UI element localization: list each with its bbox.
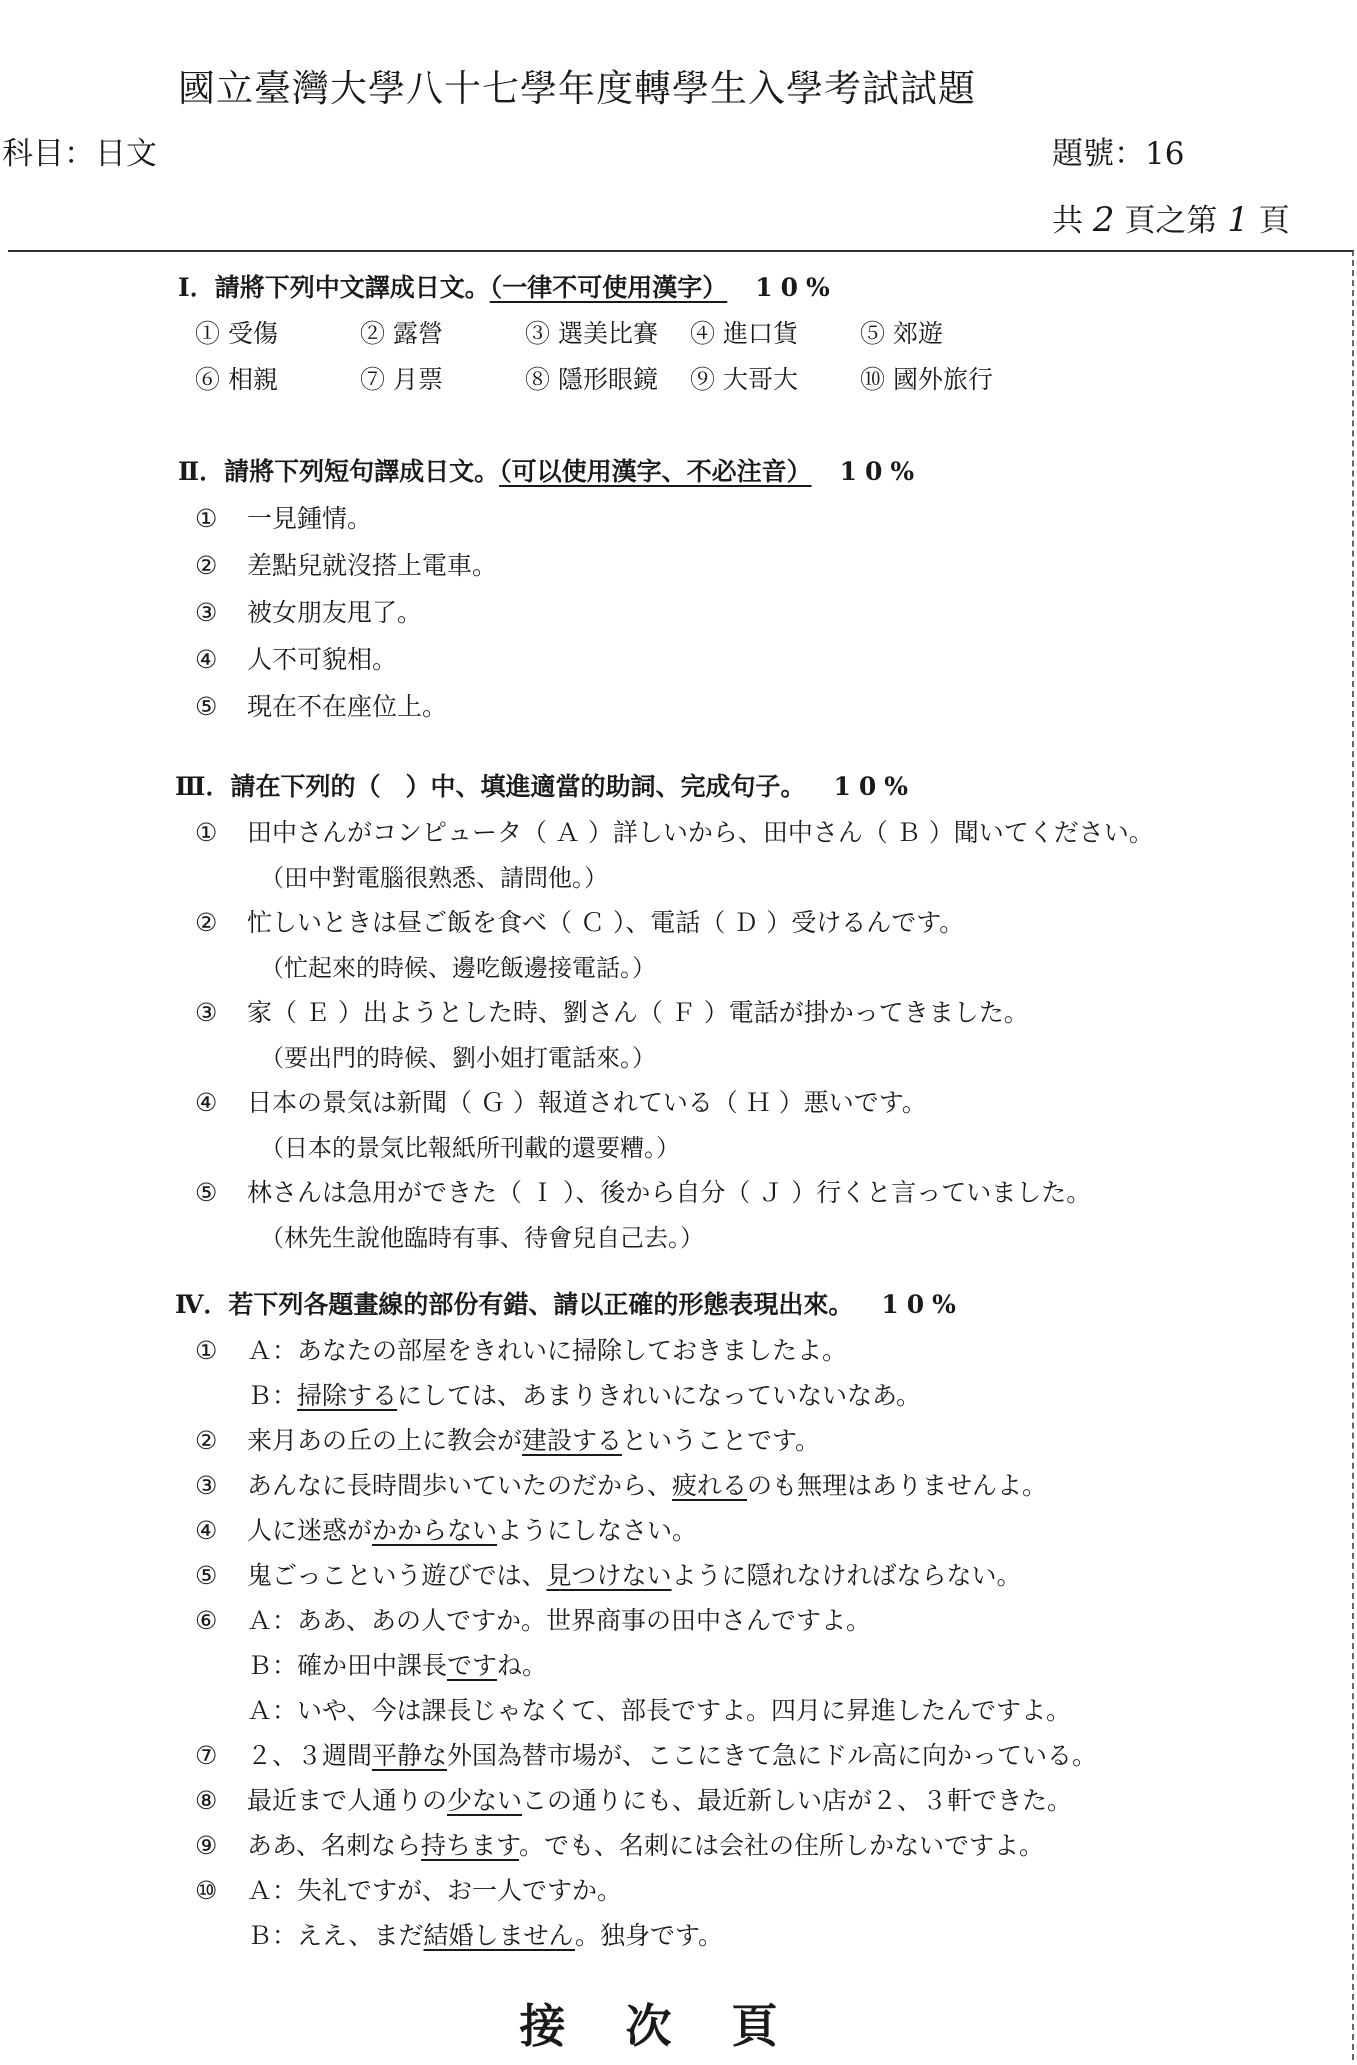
sentence-text: のも無理はありませんよ。 bbox=[747, 1471, 1048, 1500]
item-text: 林さんは急用ができた（ Ｉ ）、後から自分（ Ｊ ）行くと言っていました。 bbox=[247, 1178, 1092, 1207]
section4-heading bbox=[175, 1285, 964, 1321]
sentence-text: ように隠れなければならない。 bbox=[671, 1561, 1022, 1590]
section2-item bbox=[195, 546, 497, 582]
section2-item bbox=[195, 593, 422, 629]
sentence-text: ようにしなさい。 bbox=[497, 1516, 698, 1545]
underlined-phrase: 結婚しません bbox=[423, 1921, 576, 1950]
item-number: ④ bbox=[195, 1516, 218, 1545]
underlined-phrase: 掃除する bbox=[297, 1381, 398, 1410]
page-mid: 頁之第 bbox=[1124, 203, 1218, 239]
section3-title: Ⅲ．請在下列的（ ）中、填進適當的助詞、完成句子。 bbox=[175, 772, 806, 801]
sentence-text: 鬼ごっこという遊びでは、 bbox=[247, 1561, 547, 1590]
item-marker: ⑥ bbox=[195, 365, 221, 394]
item-text: 忙しいときは昼ご飯を食べ（ Ｃ ）、電話（ Ｄ ）受けるんです。 bbox=[247, 908, 965, 937]
item-hint: （林先生說他臨時有事、待會兒自己去。） bbox=[260, 1224, 704, 1252]
item-text: 進口貨 bbox=[722, 319, 798, 348]
underlined-phrase: 建設する bbox=[522, 1426, 623, 1455]
item-number: ③ bbox=[195, 598, 218, 627]
item-number: ⑤ bbox=[195, 1178, 218, 1207]
section3-item bbox=[195, 993, 1029, 1029]
item-number: ① bbox=[195, 1336, 218, 1365]
section4-line bbox=[195, 1736, 1097, 1772]
section3-item bbox=[195, 903, 964, 939]
item-marker: ⑨ bbox=[690, 365, 716, 394]
item-text: 被女朋友甩了。 bbox=[247, 598, 423, 627]
item-hint: （忙起來的時候、邊吃飯邊接電話。） bbox=[260, 954, 656, 982]
item-text: 國外旅行 bbox=[892, 365, 993, 394]
section2-heading bbox=[178, 452, 922, 488]
sentence-text: 。独身です。 bbox=[575, 1921, 724, 1950]
section1-item bbox=[860, 360, 993, 396]
section1-item bbox=[690, 360, 798, 396]
item-marker: ③ bbox=[525, 319, 551, 348]
section4-percent: 10% bbox=[881, 1290, 964, 1319]
exam-title: 國立臺灣大學八十七學年度轉學生入學考試試題 bbox=[178, 67, 976, 110]
item-number: ⑦ bbox=[195, 1741, 218, 1770]
section4-line bbox=[195, 1421, 820, 1457]
item-marker: ⑦ bbox=[360, 365, 386, 394]
sentence-text: Ａ：あなたの部屋をきれいに掃除しておきましたよ。 bbox=[247, 1336, 848, 1365]
sentence-text: 人に迷惑が bbox=[247, 1516, 373, 1545]
item-marker: ① bbox=[195, 319, 221, 348]
section4-line bbox=[195, 1826, 1044, 1862]
section2-item bbox=[195, 687, 447, 723]
section4-line bbox=[195, 1511, 697, 1547]
sentence-text: ということです。 bbox=[622, 1426, 821, 1455]
sentence-text: Ａ：失礼ですが、お一人ですか。 bbox=[247, 1876, 623, 1905]
sentence-text: 。でも、名刺には会社の住所しかないですよ。 bbox=[519, 1831, 1045, 1860]
item-number: ⑤ bbox=[195, 692, 218, 721]
sentence-text: Ｂ：ええ、まだ bbox=[247, 1921, 424, 1950]
sentence-text: Ｂ：確か田中課長 bbox=[247, 1651, 448, 1680]
item-text: 田中さんがコンピュータ（ Ａ ）詳しいから、田中さん（ Ｂ ）聞いてください。 bbox=[247, 818, 1154, 847]
section1-item bbox=[690, 314, 798, 350]
section1-item bbox=[195, 360, 278, 396]
item-number: ⑤ bbox=[195, 1561, 218, 1590]
section3-heading bbox=[175, 767, 916, 803]
item-text: 選美比賽 bbox=[557, 319, 658, 348]
item-marker: ② bbox=[360, 319, 386, 348]
section3-item bbox=[195, 813, 1154, 849]
underlined-phrase: 平静な bbox=[372, 1741, 448, 1770]
section2-title: Ⅱ．請將下列短句譯成日文。 bbox=[178, 457, 500, 486]
item-hint: （田中對電腦很熟悉、請問他。） bbox=[260, 864, 608, 892]
section1-item bbox=[195, 314, 278, 350]
item-text: 郊遊 bbox=[892, 319, 943, 348]
sentence-text: この通りにも、最近新しい店が２、３軒できた。 bbox=[522, 1786, 1073, 1815]
section1-item bbox=[860, 314, 943, 350]
section4-line bbox=[195, 1871, 622, 1907]
section4-line bbox=[195, 1691, 1071, 1727]
continued-next-page: 接次頁 bbox=[519, 1999, 838, 2053]
section1-percent: 10% bbox=[755, 273, 838, 302]
section4-line bbox=[195, 1601, 871, 1637]
item-text: 差點兒就沒搭上電車。 bbox=[247, 551, 498, 580]
item-text: 隱形眼鏡 bbox=[557, 365, 658, 394]
section3-percent: 10% bbox=[833, 772, 916, 801]
item-marker: ⑤ bbox=[860, 319, 886, 348]
item-hint: （日本的景気比報紙所刊載的還要糟。） bbox=[260, 1134, 680, 1162]
sentence-text: 最近まで人通りの bbox=[247, 1786, 448, 1815]
section4-line bbox=[195, 1331, 847, 1367]
item-number: ⑥ bbox=[195, 1606, 218, 1635]
section4-line bbox=[195, 1376, 921, 1412]
section4-line bbox=[195, 1646, 547, 1682]
section4-line bbox=[195, 1916, 723, 1952]
item-number: ① bbox=[195, 504, 218, 533]
sentence-text: あんなに長時間歩いていたのだから、 bbox=[247, 1471, 673, 1500]
item-number: ⑩ bbox=[195, 1876, 218, 1905]
sentence-text: Ａ：いや、今は課長じゃなくて、部長ですよ。四月に昇進したんですよ。 bbox=[247, 1696, 1072, 1725]
underlined-phrase: 疲れる bbox=[672, 1471, 748, 1500]
item-marker: ⑧ bbox=[525, 365, 551, 394]
underlined-phrase: 持ちます bbox=[421, 1831, 520, 1860]
item-text: 家（ Ｅ ）出ようとした時、劉さん（ Ｆ ）電話が掛かってきました。 bbox=[247, 998, 1029, 1027]
section3-item bbox=[195, 1173, 1091, 1209]
section2-percent: 10% bbox=[839, 457, 923, 486]
page-info bbox=[1052, 195, 1290, 240]
section1-item bbox=[360, 360, 443, 396]
item-text: 受傷 bbox=[227, 319, 278, 348]
sentence-text: ね。 bbox=[497, 1651, 548, 1680]
item-number: ② bbox=[195, 1426, 218, 1455]
item-number: ④ bbox=[195, 645, 218, 674]
sentence-text: Ｂ： bbox=[247, 1381, 298, 1410]
underlined-phrase: 少ない bbox=[447, 1786, 523, 1815]
item-number: ③ bbox=[195, 1471, 218, 1500]
page-prefix: 共 bbox=[1052, 203, 1083, 239]
section2-note: （可以使用漢字、不必注音） bbox=[499, 457, 812, 486]
subject-label: 科目：日文 bbox=[2, 136, 157, 172]
page-total: 2 bbox=[1092, 200, 1115, 240]
section4-line bbox=[195, 1781, 1072, 1817]
sentence-text: ２、３週間 bbox=[247, 1741, 373, 1770]
item-text: 相親 bbox=[227, 365, 278, 394]
underlined-phrase: かからない bbox=[372, 1516, 498, 1545]
section3-item bbox=[195, 1083, 927, 1119]
page-suffix: 頁 bbox=[1258, 203, 1290, 239]
item-text: 露營 bbox=[392, 319, 443, 348]
item-text: 日本の景気は新聞（ Ｇ ）報道されている（ Ｈ ）悪いです。 bbox=[247, 1088, 927, 1117]
item-number: ① bbox=[195, 818, 218, 847]
item-number: ② bbox=[195, 908, 218, 937]
item-hint: （要出門的時候、劉小姐打電話來。） bbox=[260, 1044, 656, 1072]
item-number: ② bbox=[195, 551, 218, 580]
section4-line bbox=[195, 1466, 1047, 1502]
item-text: 月票 bbox=[392, 365, 443, 394]
question-number: 題號：16 bbox=[1052, 136, 1185, 172]
item-text: 現在不在座位上。 bbox=[247, 692, 448, 721]
item-marker: ⑩ bbox=[860, 365, 886, 394]
sentence-text: ああ、名刺なら bbox=[247, 1831, 422, 1860]
section1-title: I．請將下列中文譯成日文。 bbox=[178, 273, 490, 302]
sentence-text: にしては、あまりきれいになっていないなあ。 bbox=[397, 1381, 922, 1410]
item-number: ⑧ bbox=[195, 1786, 218, 1815]
item-number: ④ bbox=[195, 1088, 218, 1117]
section1-item bbox=[525, 314, 658, 350]
section2-item bbox=[195, 640, 397, 676]
sentence-text: 外国為替市場が、ここにきて急にドル高に向かっている。 bbox=[447, 1741, 1098, 1770]
underlined-phrase: です bbox=[447, 1651, 498, 1680]
section1-heading bbox=[178, 268, 838, 304]
section1-note: （一律不可使用漢字） bbox=[489, 273, 728, 302]
item-marker: ④ bbox=[690, 319, 716, 348]
sentence-text: Ａ：ああ、あの人ですか。世界商事の田中さんですよ。 bbox=[247, 1606, 872, 1635]
item-text: 人不可貌相。 bbox=[247, 645, 398, 674]
underlined-phrase: 見つけない bbox=[546, 1561, 672, 1590]
item-text: 一見鍾情。 bbox=[247, 504, 373, 533]
sentence-text: 来月あの丘の上に教会が bbox=[247, 1426, 523, 1455]
section2-item bbox=[195, 499, 372, 535]
section1-item bbox=[360, 314, 443, 350]
section4-title: Ⅳ．若下列各題畫線的部份有錯、請以正確的形態表現出來。 bbox=[175, 1290, 854, 1319]
item-text: 大哥大 bbox=[722, 365, 798, 394]
section4-line bbox=[195, 1556, 1022, 1592]
section1-item bbox=[525, 360, 658, 396]
item-number: ③ bbox=[195, 998, 218, 1027]
page-current: 1 bbox=[1227, 200, 1249, 240]
item-number: ⑨ bbox=[195, 1831, 218, 1860]
